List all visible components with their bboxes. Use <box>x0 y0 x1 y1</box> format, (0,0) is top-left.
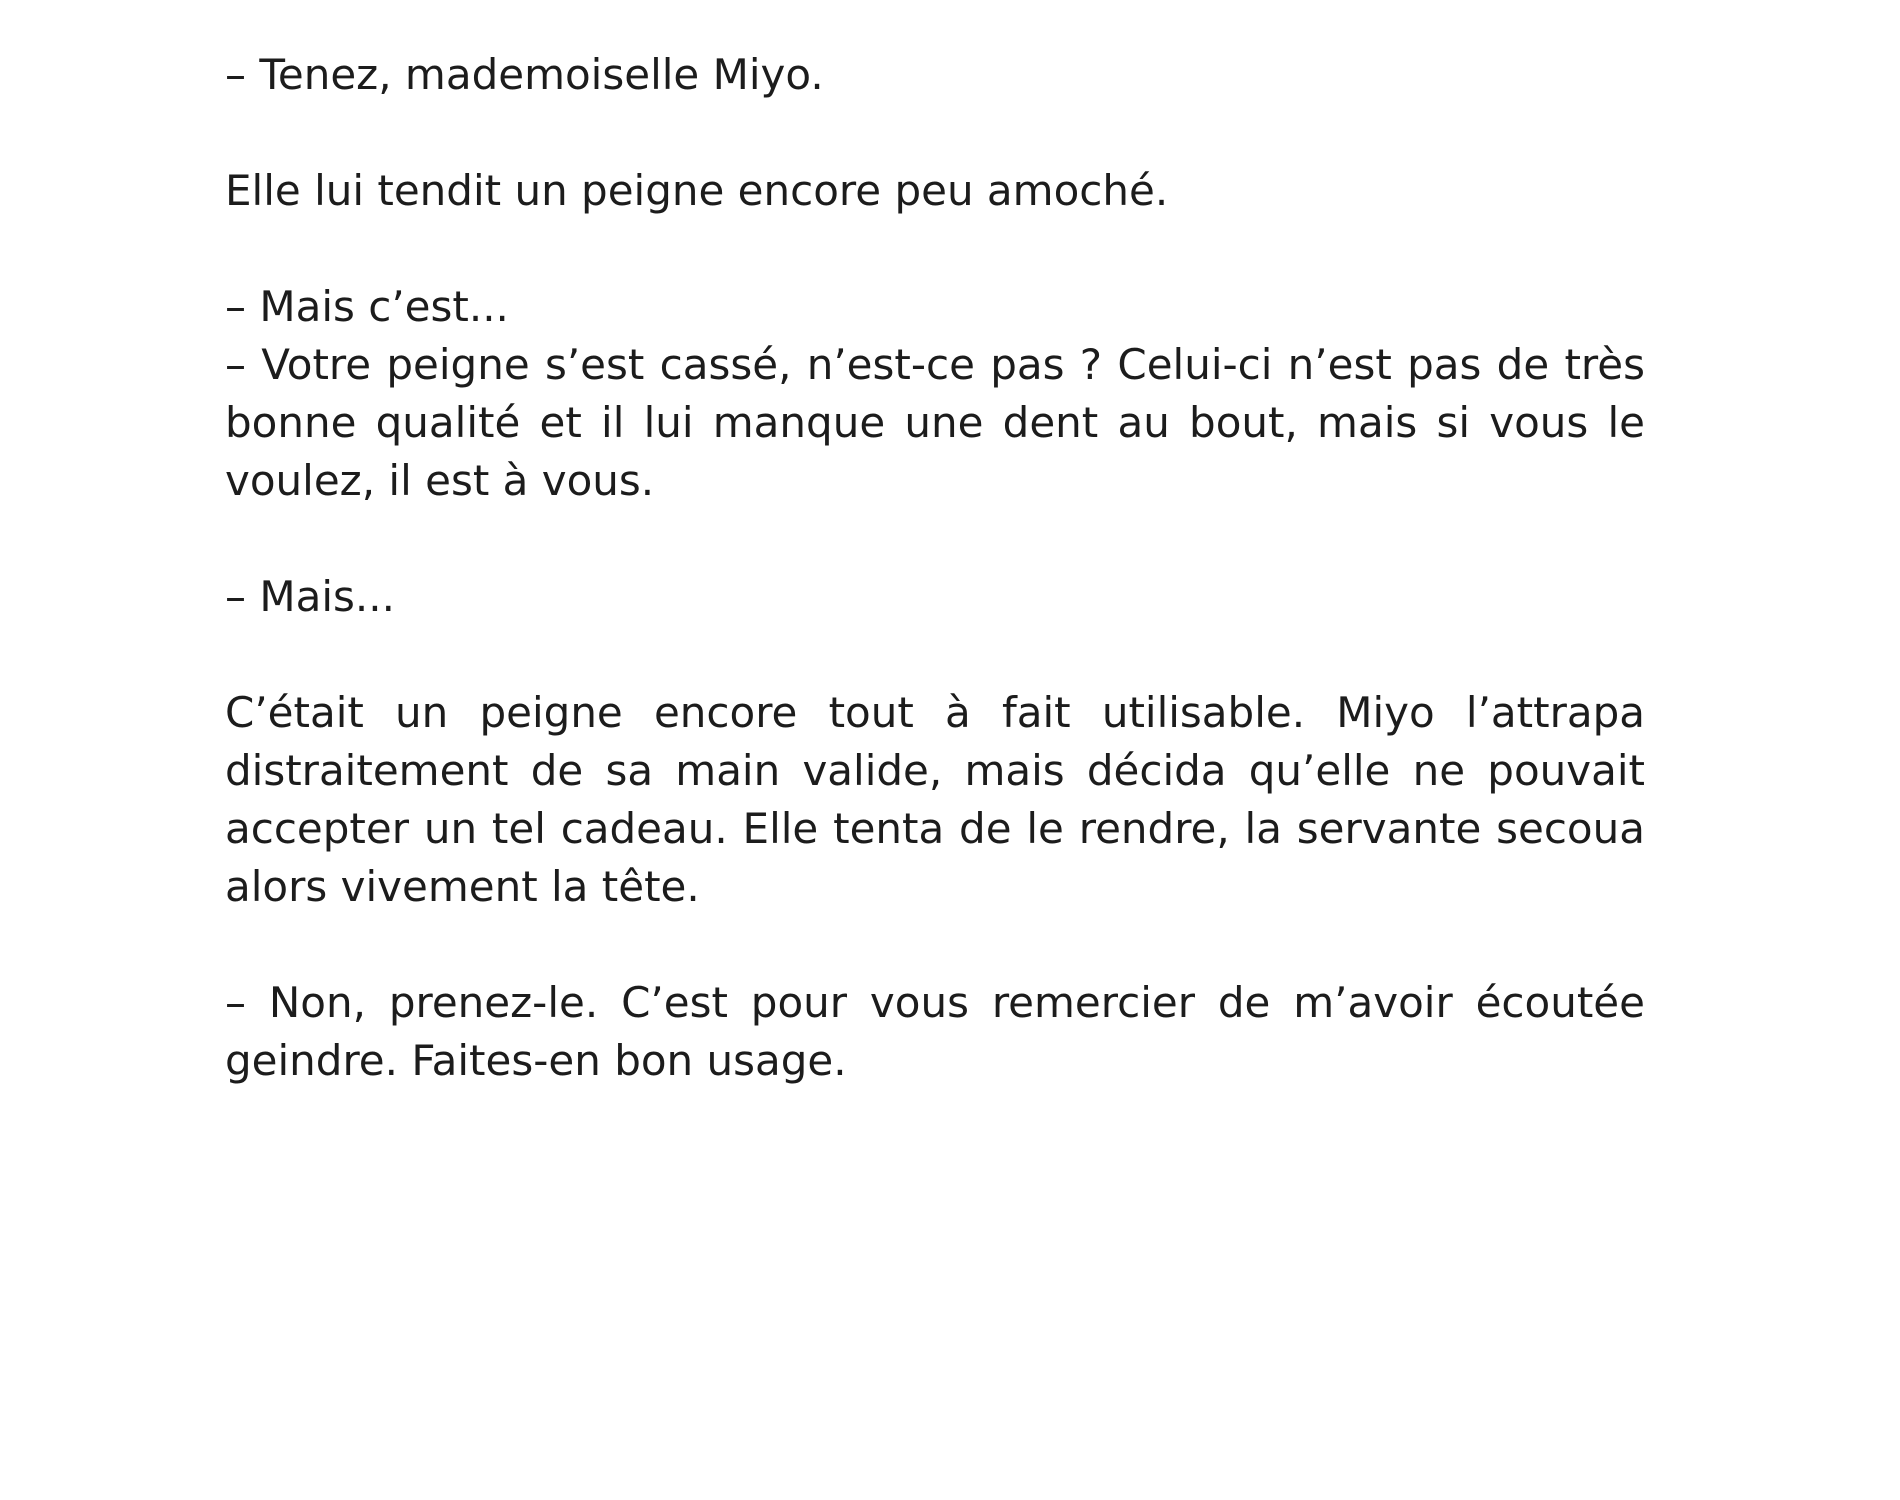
narration-paragraph: Elle lui tendit un peigne encore peu amoché. <box>225 166 1169 215</box>
dialogue-line: – Mais... <box>225 572 395 621</box>
dialogue-line: – Mais c’est... <box>225 282 509 331</box>
paragraph-gap <box>225 104 1645 162</box>
paragraph-gap <box>225 510 1645 568</box>
paragraph-gap <box>225 626 1645 684</box>
document-page <box>225 46 1645 1090</box>
paragraph-gap <box>225 220 1645 278</box>
dialogue-line: – Votre peigne s’est cassé, n’est-ce pas ? Celui-ci n’est pas de très bonne qualité et il lui manque une dent au bout, mais si vous le voulez, il est à vous. <box>225 340 1645 505</box>
dialogue-line: – Tenez, mademoiselle Miyo. <box>225 50 824 99</box>
paragraph-gap <box>225 916 1645 974</box>
dialogue-line: – Non, prenez-le. C’est pour vous remercier de m’avoir écoutée geindre. Faites-en bon usage. <box>225 978 1645 1085</box>
narration-paragraph: C’était un peigne encore tout à fait utilisable. Miyo l’attrapa distraitement de sa main valide, mais décida qu’elle ne pouvait accepter un tel cadeau. Elle tenta de le rendre, la servante secoua alors vivement la tête. <box>225 688 1645 911</box>
